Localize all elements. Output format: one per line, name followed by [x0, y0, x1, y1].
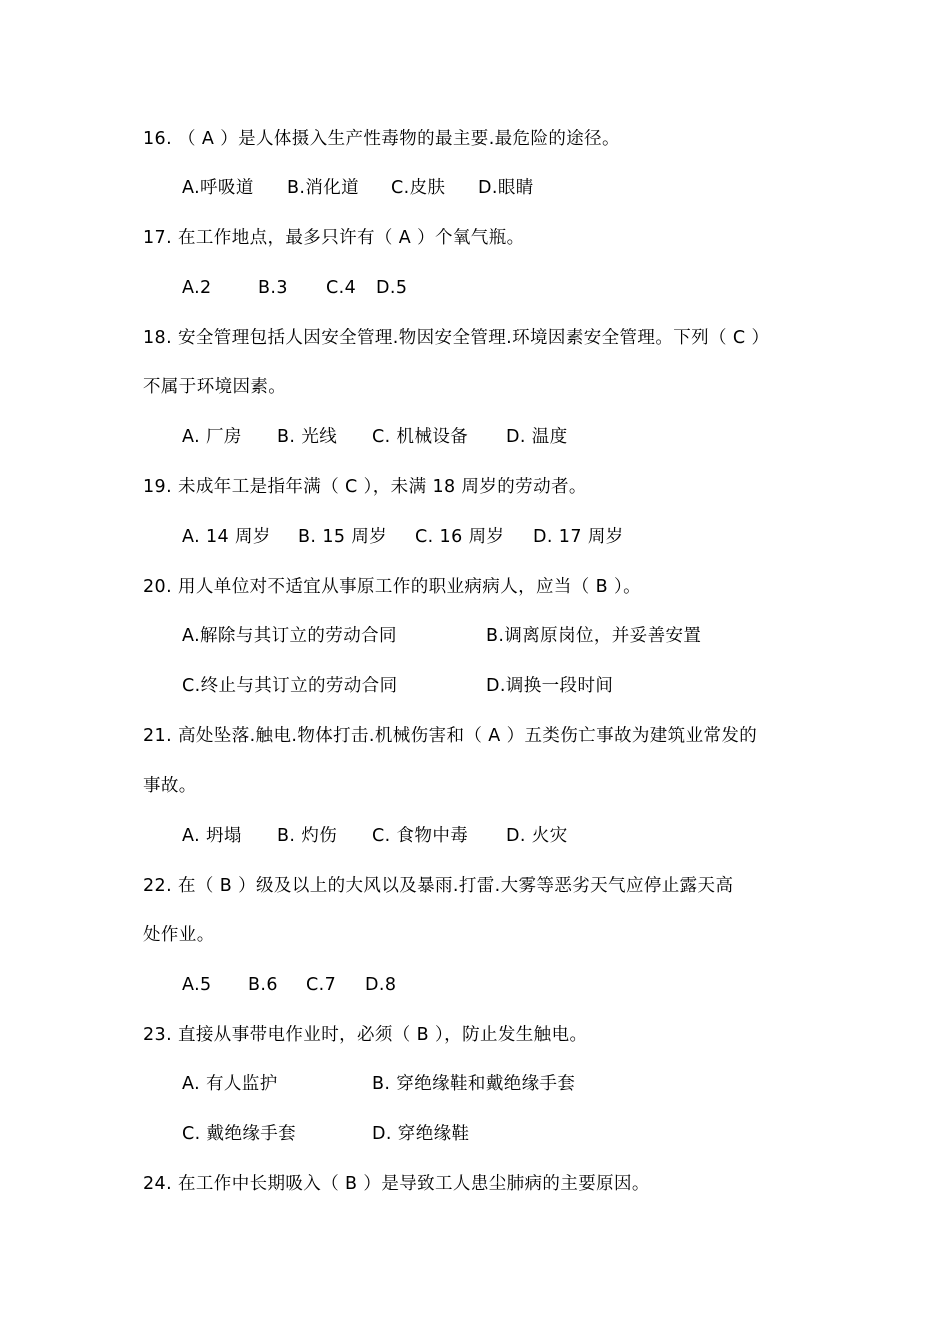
question-22-option-a: A.5 — [182, 975, 212, 995]
question-21-stem-line-2: 事故。 — [143, 776, 197, 796]
question-21-option-b: B. 灼伤 — [277, 826, 338, 846]
question-19-option-b: B. 15 周岁 — [298, 527, 388, 547]
question-20-option-c: C.终止与其订立的劳动合同 — [182, 676, 398, 696]
question-17-stem: 17. 在工作地点，最多只许有（ A ）个氧气瓶。 — [143, 228, 525, 248]
question-16-option-d: D.眼睛 — [478, 178, 534, 198]
question-18-option-b: B. 光线 — [277, 427, 338, 447]
question-21-stem-line-1: 21. 高处坠落.触电.物体打击.机械伤害和（ A ）五类伤亡事故为建筑业常发的 — [143, 726, 758, 746]
question-18-option-d: D. 温度 — [506, 427, 568, 447]
question-22-option-c: C.7 — [306, 975, 337, 995]
question-20-option-d: D.调换一段时间 — [486, 676, 614, 696]
question-18-option-a: A. 厂房 — [182, 427, 242, 447]
question-22-stem-line-2: 处作业。 — [143, 925, 215, 945]
question-22-option-b: B.6 — [248, 975, 278, 995]
question-22-option-d: D.8 — [365, 975, 397, 995]
question-18-stem-line-1: 18. 安全管理包括人因安全管理.物因安全管理.环境因素安全管理。下列（ C ） — [143, 328, 770, 348]
question-17-option-a: A.2 — [182, 278, 212, 298]
question-16-option-c: C.皮肤 — [391, 178, 446, 198]
question-19-option-c: C. 16 周岁 — [415, 527, 505, 547]
question-19-option-a: A. 14 周岁 — [182, 527, 271, 547]
question-23-option-c: C. 戴绝缘手套 — [182, 1124, 297, 1144]
question-16-option-b: B.消化道 — [287, 178, 360, 198]
question-23-option-b: B. 穿绝缘鞋和戴绝缘手套 — [372, 1074, 576, 1094]
question-20-option-a: A.解除与其订立的劳动合同 — [182, 626, 397, 646]
question-21-option-a: A. 坍塌 — [182, 826, 242, 846]
question-20-stem: 20. 用人单位对不适宜从事原工作的职业病病人，应当（ B ）。 — [143, 577, 642, 597]
question-21-option-c: C. 食物中毒 — [372, 826, 469, 846]
question-20-option-b: B.调离原岗位，并妥善安置 — [486, 626, 702, 646]
question-18-stem-line-2: 不属于环境因素。 — [143, 377, 287, 397]
question-19-option-d: D. 17 周岁 — [533, 527, 624, 547]
question-17-option-c: C.4 — [326, 278, 357, 298]
question-17-option-d: D.5 — [376, 278, 408, 298]
question-23-option-a: A. 有人监护 — [182, 1074, 278, 1094]
question-23-stem: 23. 直接从事带电作业时，必须（ B ），防止发生触电。 — [143, 1025, 588, 1045]
question-16-stem: 16. （ A ）是人体摄入生产性毒物的最主要.最危险的途径。 — [143, 129, 620, 149]
question-16-option-a: A.呼吸道 — [182, 178, 254, 198]
question-24-stem: 24. 在工作中长期吸入（ B ）是导致工人患尘肺病的主要原因。 — [143, 1174, 650, 1194]
question-23-option-d: D. 穿绝缘鞋 — [372, 1124, 470, 1144]
question-17-option-b: B.3 — [258, 278, 288, 298]
question-22-stem-line-1: 22. 在（ B ）级及以上的大风以及暴雨.打雷.大雾等恶劣天气应停止露天高 — [143, 876, 734, 896]
question-18-option-c: C. 机械设备 — [372, 427, 469, 447]
question-21-option-d: D. 火灾 — [506, 826, 568, 846]
question-19-stem: 19. 未成年工是指年满（ C ），未满 18 周岁的劳动者。 — [143, 477, 587, 497]
